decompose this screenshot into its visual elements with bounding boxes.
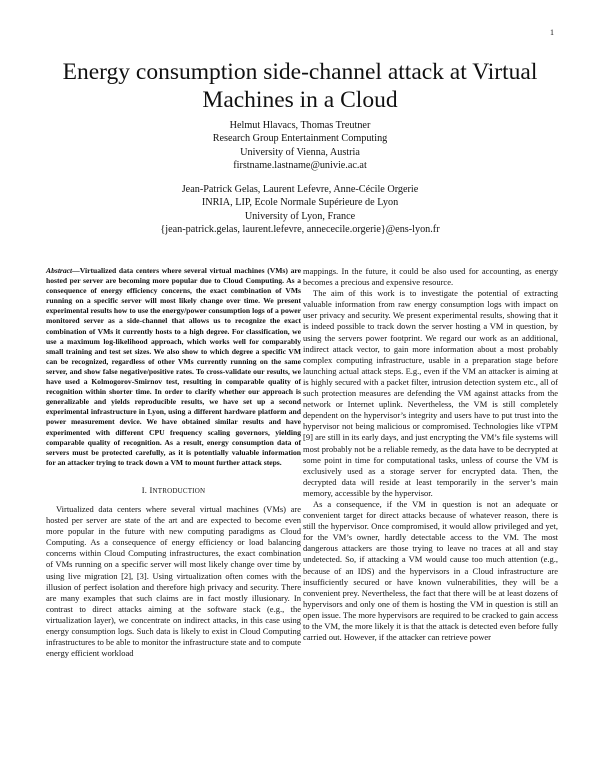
intro-paragraph-2: The aim of this work is to investigate the potential of extracting valuable information from raw energy consumption logs with impact on user privacy and security. We present experimental results, showing that it is indeed possible to track down the server hosting a VM in question, by using the servers power footprint. We regard our work as an additional, indirect attack vector, to gain more information about a most probably complex computing infrastructure, usable in a preparation stage before launching actual attack steps. E.g., even if the VM an attacker is aiming at is highly secured with a packet filter, intrusion detection system etc., all of such protection measures are defending the VM against attacks from the network or Internet uplink. Nevertheless, the VM is still completely dependent on the hypervisor’s integrity and users have to put trust into the hypervisor not being malicious or compromised. Technologies like vTPM [9] are still in its early days, and just encrypting the VM’s file systems will most probably not be a reliable remedy, as the data have to be decrypted at some point in time for computational tasks, unless of course the VM is exclusively used as a storage server for encrypted data. Then, the decrypted data will reside at least temporarily in the server’s main memory, accessible by the hypervisor.	[303, 288, 558, 498]
left-column	[46, 266, 301, 659]
abstract-label: Abstract	[46, 266, 73, 275]
abstract-text: —Virtualized data centers where several virtual machines (VMs) are hosted per server are becoming more popular due to Cloud Computing. As a consequence of energy efficiency concerns, the exact combination of VMs running on a specific server will most likely change over time. We present experimental results how to use the energy/power consumption logs of a power monitored server as a side-channel that allows us to recognize the exact combination of VMs it currently hosts to a high degree. For classification, we use a maximum log-likelihood approach, which works well for comparably small training and test set sizes. We also show to which degree a specific VM can be recognized, regardless of other VMs currently running on the same server, and show false negative/positive rates. To cross-validate our results, we have used a Kolmogorov-Smirnov test, resulting in comparable quality of recognition within shorter time. In order to clarify whether our approach is generalizable and yields reproducible results, we have set up a second experimental infrastructure in Lyon, using a different hardware platform and power measurement device. We have obtained similar results and have experimented with different CPU frequency scaling governors, yielding comparable quality of recognition. As a result, energy consumption data of servers must be protected carefully, as it is potentially valuable information for an attacker trying to track down a VM to mount further attack steps.	[46, 266, 301, 467]
author-group-2: INRIA, LIP, Ecole Normale Supérieure de Lyon	[201, 197, 399, 209]
author-email-1: firstname.lastname@univie.ac.at	[233, 159, 367, 171]
section-heading	[46, 485, 301, 497]
intro-paragraph-1: Virtualized data centers where several virtual machines (VMs) are hosted per server are state of the art and are expected to become even more popular in the future with new computing paradigms as Cloud Computing. As a consequence of energy efficiency or load balancing concerns within Cloud Computing infrastructures, the exact combination of VMs running on a specific server will most likely change over time by using live migration [2], [3]. Using virtualization often comes with the illusion of perfect isolation and therefore high privacy and security. There are many examples that such claims are in fact mostly illusionary. In contrast to direct attacks aiming at the software stack (e.g., the virtualization layer), we concentrate on indirect attacks, in this case using energy consumption logs. Such data is likely to exist in Cloud Computing infrastructures to be able to monitor the infrastructure state and to compute energy efficient workload	[46, 503, 301, 659]
section-title-rest: NTRODUCTION	[152, 486, 206, 495]
author-institution-2: University of Lyon, France	[244, 210, 356, 222]
section-initial: I	[149, 484, 153, 495]
author-institution-1: University of Vienna, Austria	[240, 146, 360, 158]
author-block-1	[60, 119, 540, 172]
section-numeral: I.	[141, 484, 148, 495]
abstract	[46, 266, 301, 468]
author-names-2: Jean-Patrick Gelas, Laurent Lefevre, Anne-Cécile Orgerie	[181, 184, 419, 195]
intro-continuation: mappings. In the future, it could be also used for accounting, as energy becomes a precious and expensive resource.	[303, 266, 558, 288]
page-number: 1	[550, 28, 554, 37]
author-group-1: Research Group Entertainment Computing	[212, 133, 388, 145]
intro-paragraph-3: As a consequence, if the VM in question is not an adequate or convenient target for direct attacks because of whatever reason, there is still the hypervisor. Once compromised, it would allow privileged and yet, for the VM’s owner, hardly detectable access to the VM. The most dangerous attackers are those trying to leave no traces at all and stay undetected. So, if attacking a VM would cause too much attention (e.g., because of an IDS) and the hypervisors in a Cloud infrastructure are insufficiently secured or have known vulnerabilities, they will be a convenient prey. Nevertheless, the fact that there will be at least dozens of hypervisors and only one of them is hosting the VM in question is still an open issue. The more hypervisors are required to be cracked to gain access to the VM, the more likely it is that the attack is detected even before fully carried out. However, if the attacker can retrieve power	[303, 498, 558, 643]
author-email-2: {jean-patrick.gelas, laurent.lefevre, annececile.orgerie}@ens-lyon.fr	[160, 223, 440, 235]
right-column	[303, 266, 558, 643]
paper-title: Energy consumption side-channel attack at Virtual Machines in a Cloud	[62, 59, 538, 113]
author-block-2	[60, 183, 540, 236]
author-names-1: Helmut Hlavacs, Thomas Treutner	[229, 120, 371, 131]
